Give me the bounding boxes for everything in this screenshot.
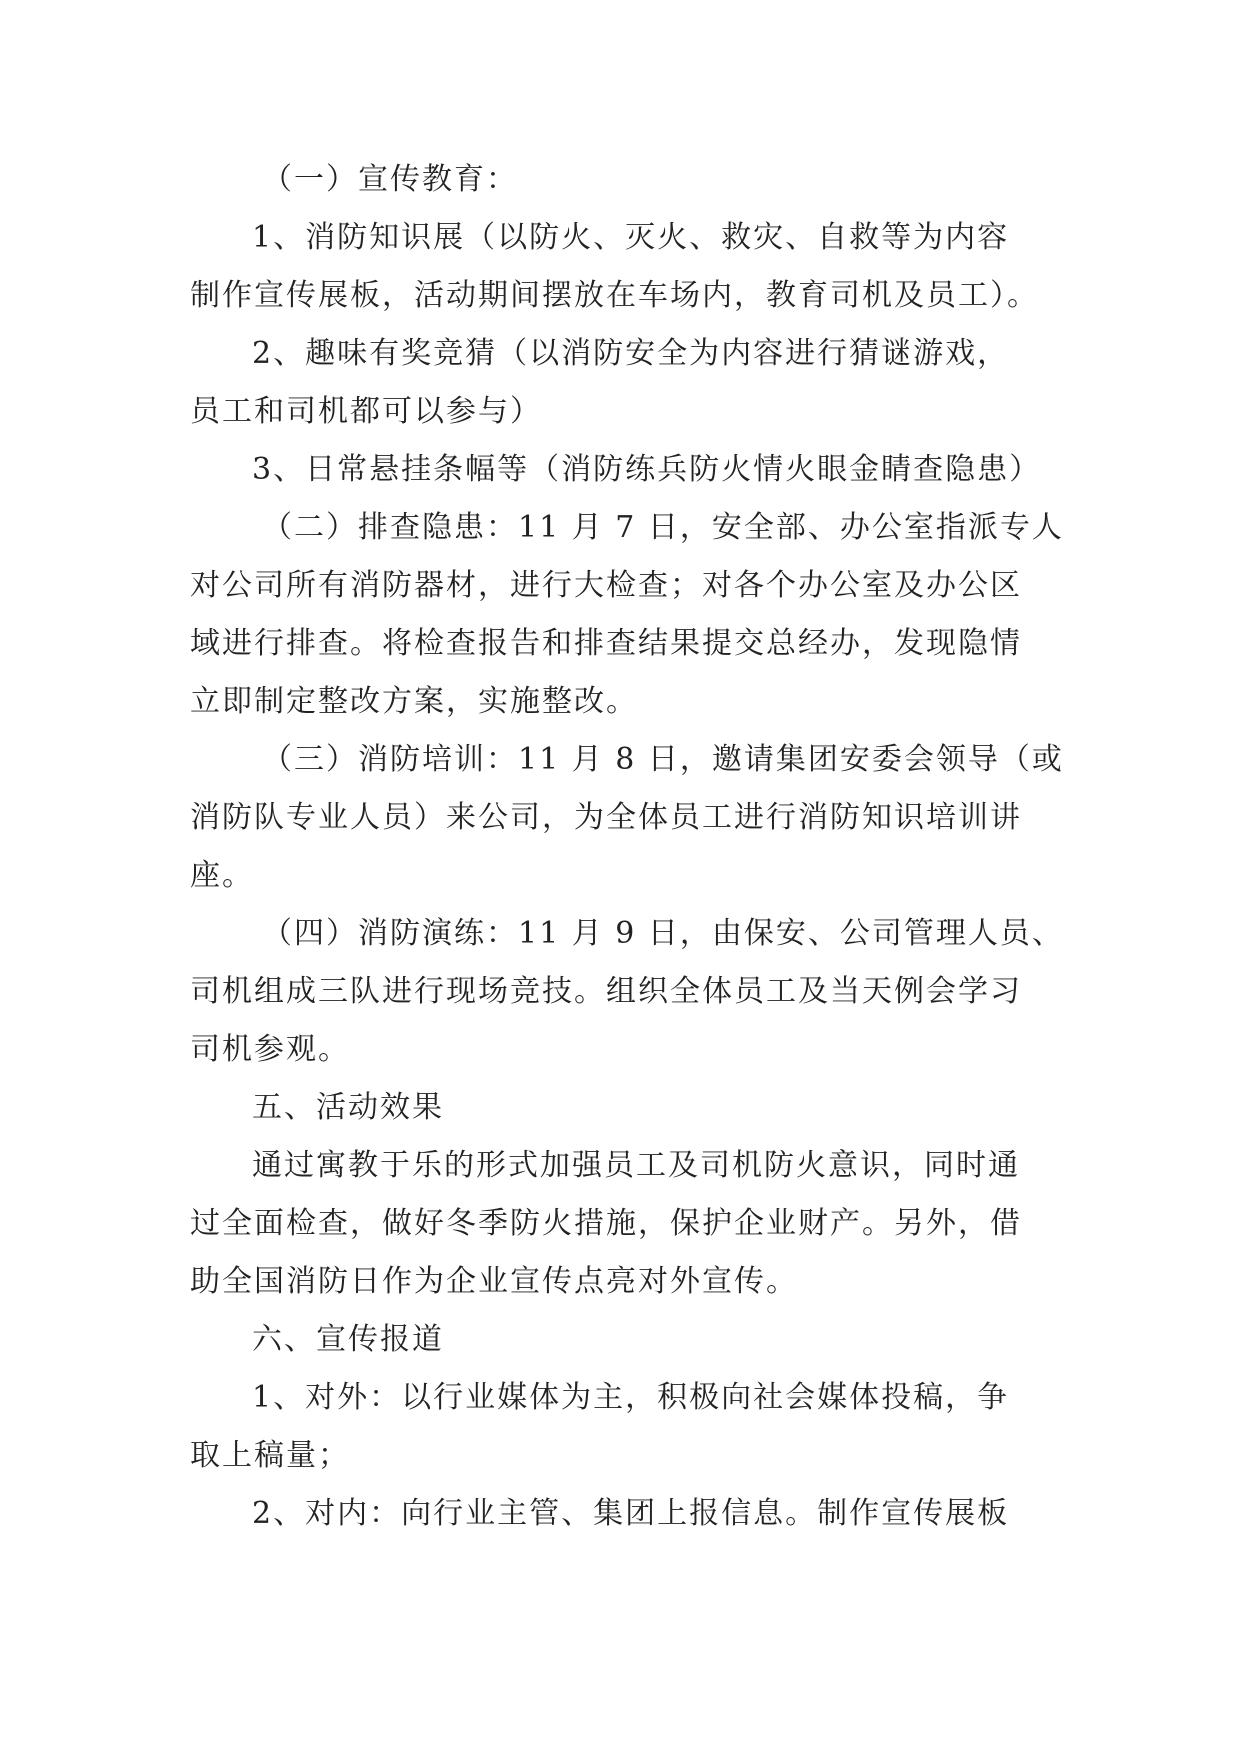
text-line: 通过寓教于乐的形式加强员工及司机防火意识，同时通 (252, 1148, 1020, 1183)
text-line: 员工和司机都可以参与） (190, 394, 542, 429)
text-line: （三）消防培训：11 月 8 日，邀请集团安委会领导（或 (262, 742, 1064, 777)
text-line: 六、宣传报道 (252, 1322, 444, 1357)
text-line: 座。 (190, 858, 254, 893)
text-line: （四）消防演练：11 月 9 日，由保安、公司管理人员、 (262, 916, 1064, 951)
paragraph-banners (190, 446, 1052, 494)
paragraph-fire-drill (190, 910, 1064, 1074)
document-body (190, 156, 1064, 1548)
text-line: 2、趣味有奖竞猜（以消防安全为内容进行猜谜游戏， (252, 336, 1010, 371)
paragraph-external-publicity (190, 1374, 1052, 1480)
paragraph-publicity-education (190, 156, 1052, 204)
text-line: 司机参观。 (190, 1032, 350, 1067)
text-line: 取上稿量； (190, 1438, 350, 1473)
text-line: 1、消防知识展（以防火、灭火、救灾、自救等为内容 (252, 220, 1010, 255)
text-line: 域进行排查。将检查报告和排查结果提交总经办，发现隐情 (190, 626, 1022, 661)
text-line: 消防队专业人员）来公司，为全体员工进行消防知识培训讲 (190, 800, 1022, 835)
text-line: 2、对内：向行业主管、集团上报信息。制作宣传展板 (252, 1496, 1010, 1531)
paragraph-prize-quiz (190, 330, 1052, 436)
text-line: 1、对外：以行业媒体为主，积极向社会媒体投稿，争 (252, 1380, 1010, 1415)
paragraph-internal-publicity (190, 1490, 1052, 1538)
paragraph-fire-training (190, 736, 1064, 900)
paragraph-activity-effect (190, 1142, 1052, 1306)
text-line: 五、活动效果 (252, 1090, 444, 1125)
text-line: 对公司所有消防器材，进行大检查；对各个办公室及办公区 (190, 568, 1022, 603)
heading-activity-effect (190, 1084, 1052, 1132)
text-line: 3、日常悬挂条幅等（消防练兵防火情火眼金睛查隐患） (252, 452, 1042, 487)
text-line: （一）宣传教育： (262, 162, 518, 197)
text-line: 司机组成三队进行现场竞技。组织全体员工及当天例会学习 (190, 974, 1022, 1009)
heading-publicity-report (190, 1316, 1052, 1364)
paragraph-hazard-inspection (190, 504, 1064, 726)
text-line: 过全面检查，做好冬季防火措施，保护企业财产。另外，借 (190, 1206, 1022, 1241)
text-line: （二）排查隐患：11 月 7 日，安全部、办公室指派专人 (262, 510, 1064, 545)
text-line: 立即制定整改方案，实施整改。 (190, 684, 638, 719)
text-line: 助全国消防日作为企业宣传点亮对外宣传。 (190, 1264, 798, 1299)
text-line: 制作宣传展板，活动期间摆放在车场内，教育司机及员工）。 (190, 278, 1039, 313)
paragraph-fire-knowledge-exhibit (190, 214, 1052, 320)
